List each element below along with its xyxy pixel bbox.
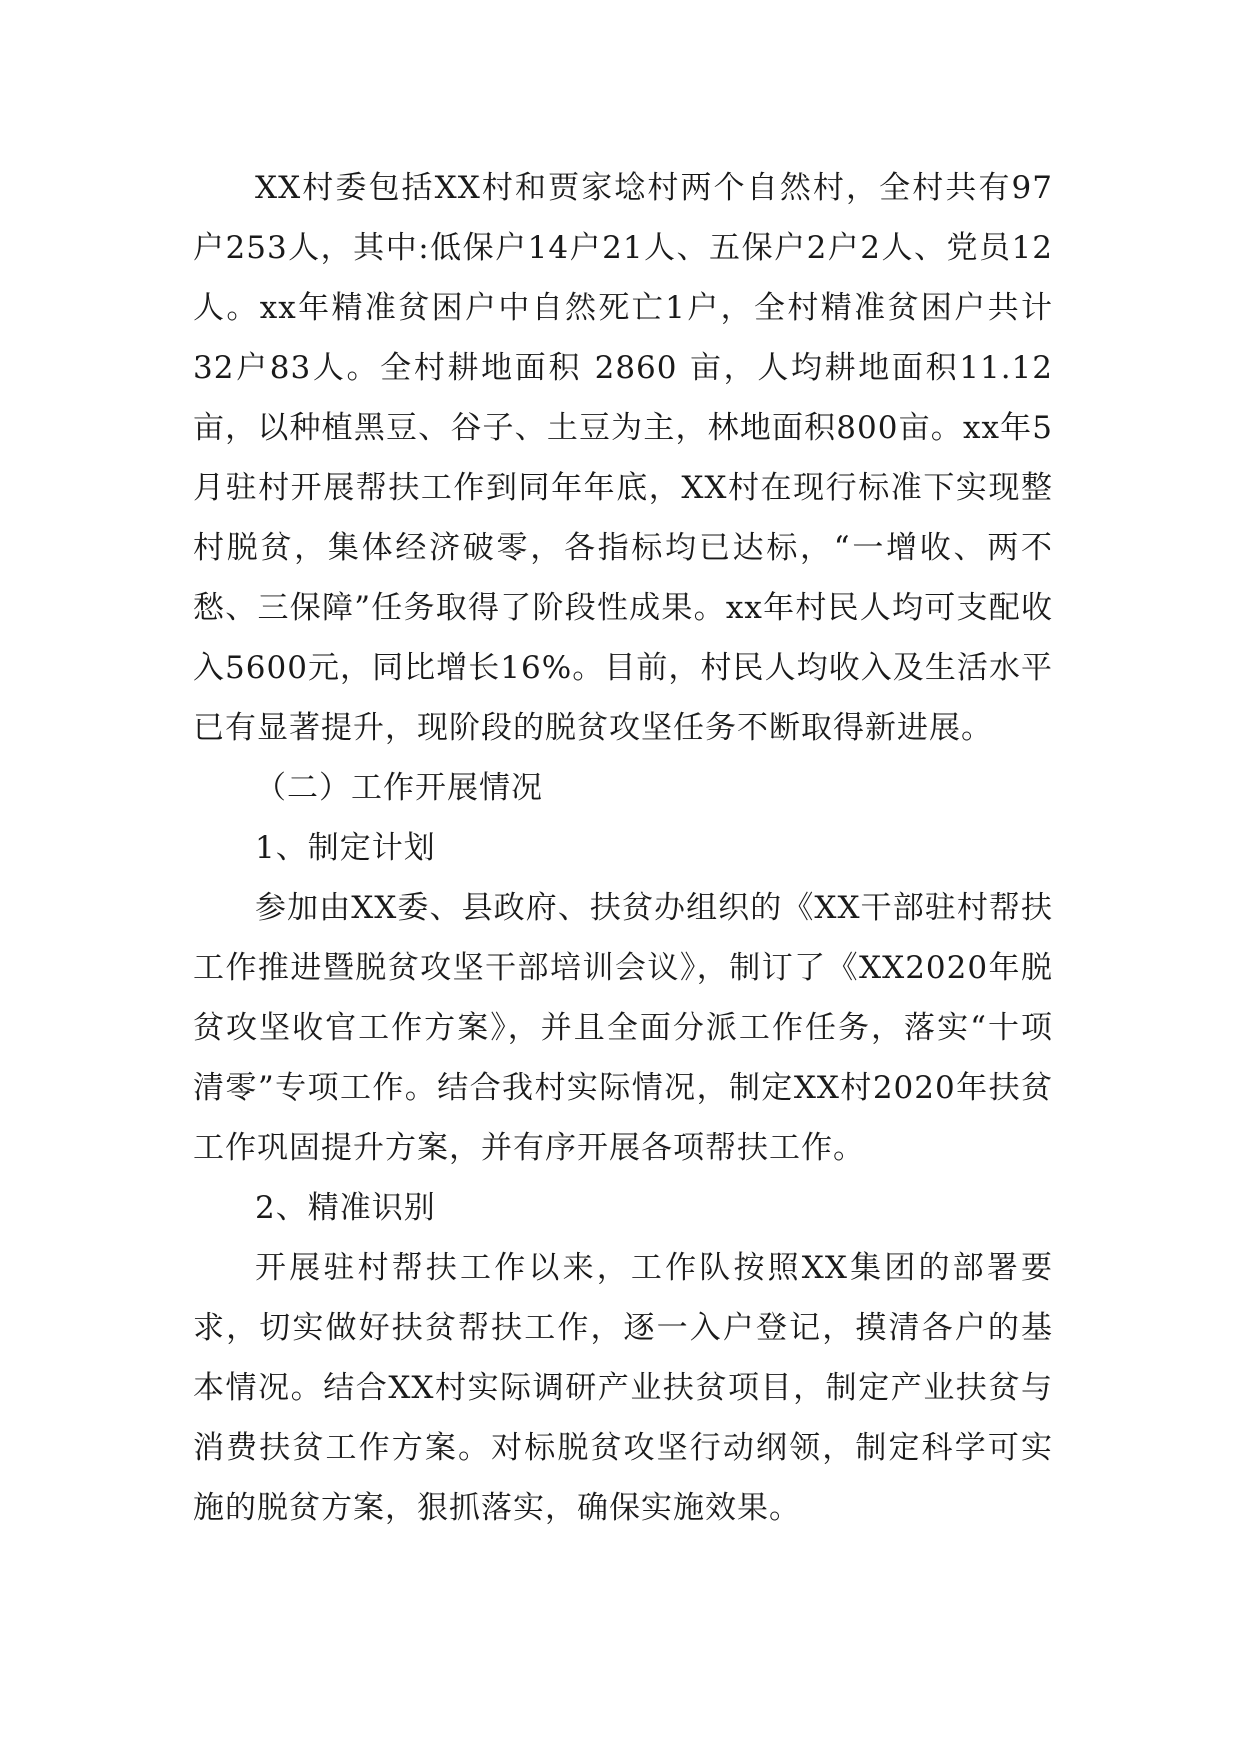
paragraph-precise-identification: 开展驻村帮扶工作以来，工作队按照XX集团的部署要求，切实做好扶贫帮扶工作，逐一入户登记，摸清各户的基本情况。结合XX村实际调研产业扶贫项目，制定产业扶贫与消费扶贫工作方案。对标脱贫攻坚行动纲领，制定科学可实施的脱贫方案，狠抓落实，确保实施效果。 [193,1250,1053,1526]
section-heading-work-progress: （二）工作开展情况 [255,770,543,806]
paragraph-make-plan: 参加由XX委、县政府、扶贫办组织的《XX干部驻村帮扶工作推进暨脱贫攻坚干部培训会议》，制订了《XX2020年脱贫攻坚收官工作方案》，并且全面分派工作任务，落实“十项清零”专项工作。结合我村实际情况，制定XX村2020年扶贫工作巩固提升方案，并有序开展各项帮扶工作。 [193,890,1053,1166]
subheading-precise-identification: 2、精准识别 [255,1190,436,1226]
document-body [193,158,1053,1538]
subheading-make-plan: 1、制定计划 [255,830,436,866]
paragraph-village-overview: XX村委包括XX村和贾家埝村两个自然村，全村共有97户253人，其中:低保户14户21人、五保户2户2人、党员12人。xx年精准贫困户中自然死亡1户，全村精准贫困户共计32户83人。全村耕地面积 2860 亩，人均耕地面积11.12亩，以种植黑豆、谷子、土豆为主，林地面积800亩。xx年5月驻村开展帮扶工作到同年年底，XX村在现行标准下实现整村脱贫，集体经济破零，各指标均已达标，“一增收、两不愁、三保障”任务取得了阶段性成果。xx年村民人均可支配收入5600元，同比增长16%。目前，村民人均收入及生活水平已有显著提升，现阶段的脱贫攻坚任务不断取得新进展。 [193,170,1053,746]
